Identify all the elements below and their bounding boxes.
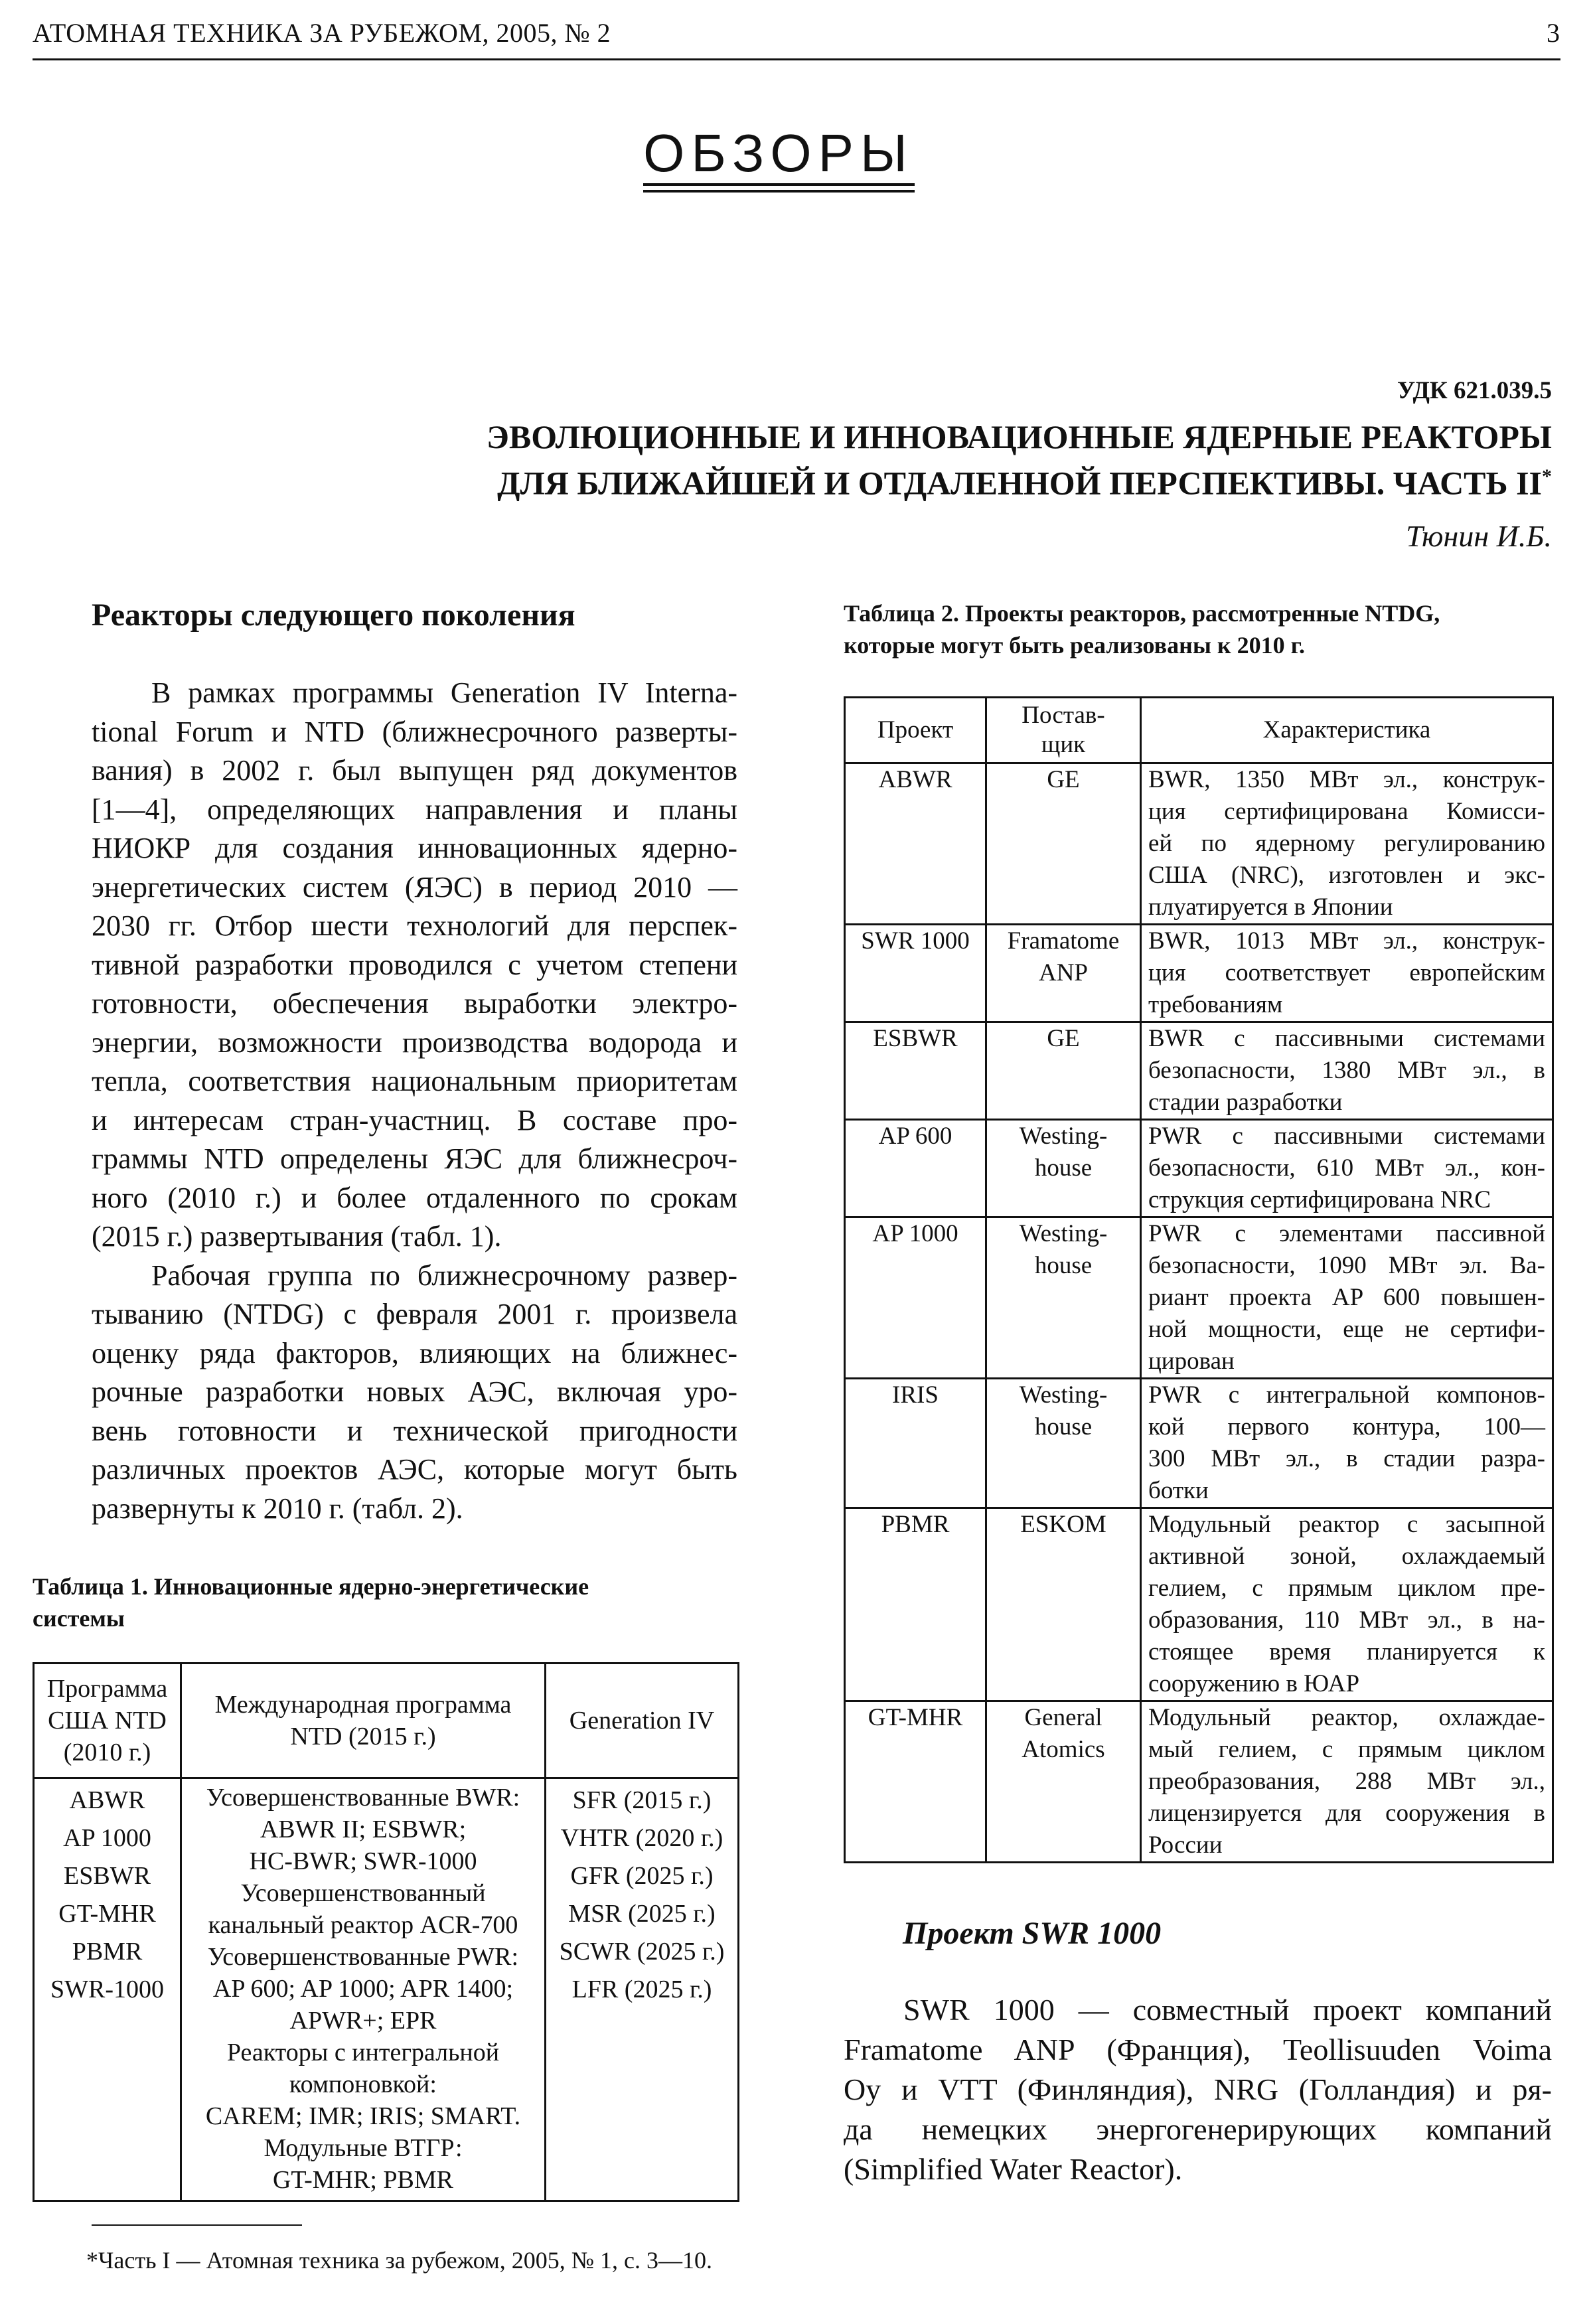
cell-line: сооружению в ЮАР	[1148, 1670, 1360, 1697]
cell-line: ESKOM	[1020, 1511, 1106, 1538]
cell-line: Модульные ВТГР:	[264, 2134, 463, 2162]
table-row	[845, 925, 1553, 1022]
supplier-cell	[986, 925, 1141, 1022]
subsection-heading: Проект SWR 1000	[903, 1916, 1162, 1951]
description-cell	[1141, 1120, 1553, 1217]
supplier-cell	[986, 1379, 1141, 1508]
cell-line: ной мощности, еще не сертифи-	[1148, 1316, 1545, 1343]
header-line: NTD (2015 г.)	[290, 1723, 436, 1750]
cell-line: ция соответствует европейским	[1148, 959, 1545, 986]
title-text: ДЛЯ БЛИЖАЙШЕЙ И ОТДАЛЕННОЙ ПЕРСПЕКТИВЫ. ЧАСТЬ II	[497, 464, 1542, 502]
cell-line: ей по ядерному регулированию	[1148, 830, 1545, 857]
table1-caption	[33, 1571, 737, 1634]
article-title-line-2	[497, 459, 1552, 501]
section-heading: Реакторы следующего поколения	[92, 597, 575, 633]
cell-line: ANP	[1038, 959, 1089, 986]
cell-line: house	[1034, 1413, 1093, 1440]
project-cell: SWR 1000	[845, 925, 986, 1022]
left-body-text	[92, 674, 737, 1528]
body-line: Рабочая группа по ближнесрочному развер-	[151, 1259, 737, 1292]
section-underline	[643, 183, 915, 186]
caption-line: которые могут быть реализованы к 2010 г.	[844, 632, 1305, 658]
table-row	[845, 1120, 1553, 1217]
project-cell: AP 600	[845, 1120, 986, 1217]
cell-line: HC-BWR; SWR-1000	[249, 1847, 477, 1875]
body-line: 2030 гг. Отбор шести технологий для перспек-	[92, 909, 737, 942]
body-line: оценку ряда факторов, влияющих на ближнес-	[92, 1336, 737, 1369]
body-line: вания) в 2002 г. был выпущен ряд документов	[92, 754, 737, 787]
body-line: различных проектов АЭС, которые могут быть	[92, 1453, 737, 1486]
cell-line: GE	[1047, 1025, 1080, 1052]
cell-line: образования, 110 МВт эл., в на-	[1148, 1606, 1545, 1634]
header-line: Generation IV	[569, 1707, 715, 1735]
cell-line: Westing-	[1019, 1220, 1108, 1247]
cell-line: требованиям	[1148, 991, 1283, 1018]
supplier-cell	[986, 1701, 1141, 1863]
table1-cell	[546, 1778, 739, 2201]
page-number: 3	[1547, 18, 1560, 48]
cell-line: безопасности, 610 МВт эл., кон-	[1148, 1154, 1545, 1182]
table1-header-cell	[546, 1664, 739, 1778]
cell-line: Усовершенствованный	[240, 1879, 486, 1907]
cell-line: Усовершенствованные PWR:	[207, 1943, 519, 1971]
cell-line: струкция сертифицирована NRC	[1148, 1186, 1491, 1213]
supplier-cell	[986, 1217, 1141, 1379]
table-row	[845, 1217, 1553, 1379]
cell-line: General	[1024, 1704, 1102, 1731]
cell-line: CAREM; IMR; IRIS; SMART.	[205, 2102, 521, 2130]
description-cell	[1141, 925, 1553, 1022]
caption-line: системы	[33, 1605, 125, 1632]
body-line: энергии, возможности производства водорода и	[92, 1026, 737, 1059]
table-row	[845, 1508, 1553, 1701]
cell-line: цирован	[1148, 1348, 1235, 1375]
cell-line: ABWR II; ESBWR;	[260, 1816, 467, 1843]
body-line: рочные разработки новых АЭС, включая уро-	[92, 1375, 737, 1408]
cell-line: России	[1148, 1831, 1223, 1859]
body-line: тепла, соответствия национальным приоритетам	[92, 1065, 737, 1097]
cell-line: MSR (2025 г.)	[568, 1900, 716, 1928]
header-line: Проект	[877, 716, 954, 743]
cell-line: США (NRC), изготовлен и экс-	[1148, 862, 1545, 889]
table-row	[845, 763, 1553, 925]
description-cell	[1141, 1701, 1553, 1863]
header-line: Международная программа	[214, 1691, 512, 1719]
project-cell: ABWR	[845, 763, 986, 925]
cell-line: Модульный реактор с засыпной	[1148, 1511, 1545, 1538]
author: Тюнин И.Б.	[1406, 519, 1552, 553]
caption-line: Таблица 1. Инновационные ядерно-энергетические	[33, 1573, 589, 1600]
cell-line: GT-MHR; PBMR	[272, 2166, 454, 2194]
cell-line: Atomics	[1022, 1736, 1105, 1763]
cell-line: PWR с пассивными системами	[1148, 1123, 1545, 1150]
footnote-divider	[92, 2224, 302, 2226]
supplier-cell	[986, 763, 1141, 925]
header-divider	[33, 58, 1560, 60]
description-cell	[1141, 1508, 1553, 1701]
body-line: тыванию (NTDG) с февраля 2001 г. произвела	[92, 1298, 737, 1330]
section-title: ОБЗОРЫ	[643, 123, 914, 183]
cell-line: стоящее время планируется к	[1148, 1638, 1545, 1666]
body-line: [1—4], определяющих направления и планы	[92, 793, 737, 826]
cell-line: активной зоной, охлаждаемый	[1148, 1543, 1545, 1570]
header-line: Характеристика	[1262, 716, 1431, 743]
cell-line: безопасности, 1380 МВт эл., в	[1148, 1057, 1545, 1084]
description-cell	[1141, 1217, 1553, 1379]
table1-cell	[181, 1778, 546, 2201]
cell-line: мый гелием, с прямым циклом	[1148, 1736, 1545, 1763]
supplier-cell	[986, 1022, 1141, 1120]
body-line: В рамках программы Generation IV Interna-	[151, 676, 737, 709]
body-line: НИОКР для создания инновационных ядерно-	[92, 832, 737, 864]
cell-line: ботки	[1148, 1477, 1209, 1504]
body-line: Framatome ANP (Франция), Teollisuuden Voima	[844, 2033, 1552, 2066]
cell-line: Усовершенствованные BWR:	[206, 1784, 520, 1812]
header-line: щик	[1041, 731, 1086, 758]
section-underline	[643, 190, 915, 193]
cell-line: гелием, с прямым циклом пре-	[1148, 1575, 1545, 1602]
cell-line: GFR (2025 г.)	[570, 1862, 714, 1890]
table-row	[845, 1701, 1553, 1863]
body-line: (Simplified Water Reactor).	[844, 2152, 1183, 2186]
cell-line: канальный реактор ACR-700	[208, 1911, 518, 1939]
cell-line: кой первого контура, 100—	[1148, 1413, 1545, 1440]
cell-line: плуатируется в Японии	[1148, 893, 1393, 921]
journal-header: АТОМНАЯ ТЕХНИКА ЗА РУБЕЖОМ, 2005, № 2	[33, 18, 611, 48]
cell-line: стадии разработки	[1148, 1089, 1343, 1116]
body-line: ного (2010 г.) и более отдаленного по срокам	[92, 1181, 737, 1214]
cell-line: преобразования, 288 МВт эл.,	[1148, 1768, 1545, 1795]
cell-line: BWR с пассивными системами	[1148, 1025, 1545, 1052]
cell-line: BWR, 1013 МВт эл., конструк-	[1148, 927, 1545, 955]
project-cell: ESBWR	[845, 1022, 986, 1120]
table1-cell	[34, 1778, 181, 2201]
description-cell	[1141, 1379, 1553, 1508]
body-line: Oy и VTT (Финляндия), NRG (Голландия) и ря-	[844, 2072, 1552, 2106]
cell-line: LFR (2025 г.)	[571, 1975, 712, 2003]
cell-line: SWR-1000	[50, 1975, 164, 2003]
project-cell: AP 1000	[845, 1217, 986, 1379]
body-line: тивной разработки проводился с учетом степени	[92, 948, 737, 981]
supplier-cell	[986, 1508, 1141, 1701]
right-body-text	[844, 1990, 1552, 2189]
cell-line: ESBWR	[64, 1862, 151, 1890]
footnote-mark: *	[1542, 465, 1552, 487]
cell-line: VHTR (2020 г.)	[560, 1824, 723, 1852]
table1-header-cell	[181, 1664, 546, 1778]
table-row	[845, 1022, 1553, 1120]
cell-line: GE	[1047, 766, 1080, 793]
cell-line: 300 МВт эл., в стадии разра-	[1148, 1445, 1545, 1472]
cell-line: AP 600; AP 1000; APR 1400;	[212, 1975, 514, 2003]
cell-line: PBMR	[72, 1938, 143, 1966]
cell-line: BWR, 1350 МВт эл., конструк-	[1148, 766, 1545, 793]
table1-header-cell	[34, 1664, 181, 1778]
table-row	[845, 1379, 1553, 1508]
cell-line: SCWR (2025 г.)	[559, 1938, 725, 1966]
table2-header-cell	[986, 698, 1141, 763]
header-line: Программа	[46, 1675, 168, 1703]
body-line: вень готовности и технической пригодности	[92, 1414, 737, 1447]
caption-line: Таблица 2. Проекты реакторов, рассмотренные NTDG,	[844, 600, 1440, 627]
body-line: (2015 г.) развертывания (табл. 1).	[92, 1220, 502, 1253]
cell-line: Westing-	[1019, 1381, 1108, 1409]
table2-header-cell	[845, 698, 986, 763]
project-cell: IRIS	[845, 1379, 986, 1508]
description-cell	[1141, 1022, 1553, 1120]
cell-line: безопасности, 1090 МВт эл. Ва-	[1148, 1252, 1545, 1279]
body-line: граммы NTD определены ЯЭС для ближнесроч-	[92, 1142, 737, 1175]
body-line: да немецких энергогенерирующих компаний	[844, 2112, 1552, 2146]
cell-line: лицензируется для сооружения в	[1148, 1800, 1545, 1827]
cell-line: GT-MHR	[58, 1900, 156, 1928]
article-title-line-1: ЭВОЛЮЦИОННЫЕ И ИННОВАЦИОННЫЕ ЯДЕРНЫЕ РЕАКТОРЫ	[486, 418, 1552, 455]
cell-line: AP 1000	[63, 1824, 151, 1852]
cell-line: ABWR	[69, 1786, 145, 1814]
body-line: готовности, обеспечения выработки электро-	[92, 987, 737, 1020]
header-line: Постав-	[1022, 702, 1105, 729]
supplier-cell	[986, 1120, 1141, 1217]
cell-line: риант проекта AP 600 повышен-	[1148, 1284, 1545, 1311]
cell-line: Реакторы с интегральной	[226, 2039, 500, 2066]
cell-line: house	[1034, 1252, 1093, 1279]
table2	[844, 696, 1554, 1863]
header-line: США NTD	[48, 1707, 167, 1735]
udk-code: УДК 621.039.5	[1397, 377, 1552, 404]
header-line: (2010 г.)	[63, 1739, 151, 1766]
body-line: энергетических систем (ЯЭС) в период 2010 —	[92, 870, 737, 903]
table2-caption	[844, 597, 1552, 661]
footnote: *Часть I — Атомная техника за рубежом, 2005, № 1, с. 3—10.	[86, 2247, 713, 2274]
cell-line: SFR (2015 г.)	[572, 1786, 712, 1814]
cell-line: APWR+; EPR	[289, 2007, 437, 2035]
cell-line: ция сертифицирована Комисси-	[1148, 798, 1545, 825]
cell-line: PWR с интегральной компонов-	[1148, 1381, 1545, 1409]
table1	[33, 1662, 739, 2202]
cell-line: PWR с элементами пассивной	[1148, 1220, 1545, 1247]
body-line: и интересам стран-участниц. В составе про-	[92, 1103, 737, 1136]
cell-line: house	[1034, 1154, 1093, 1182]
project-cell: PBMR	[845, 1508, 986, 1701]
body-line: tional Forum и NTD (ближнесрочного разверты-	[92, 715, 737, 748]
description-cell	[1141, 763, 1553, 925]
cell-line: Westing-	[1019, 1123, 1108, 1150]
table2-header-cell	[1141, 698, 1553, 763]
cell-line: Модульный реактор, охлаждае-	[1148, 1704, 1545, 1731]
project-cell: GT-MHR	[845, 1701, 986, 1863]
cell-line: Framatome	[1007, 927, 1120, 955]
cell-line: компоновкой:	[289, 2070, 437, 2098]
body-line: развернуты к 2010 г. (табл. 2).	[92, 1492, 463, 1525]
body-line: SWR 1000 — совместный проект компаний	[903, 1993, 1552, 2027]
